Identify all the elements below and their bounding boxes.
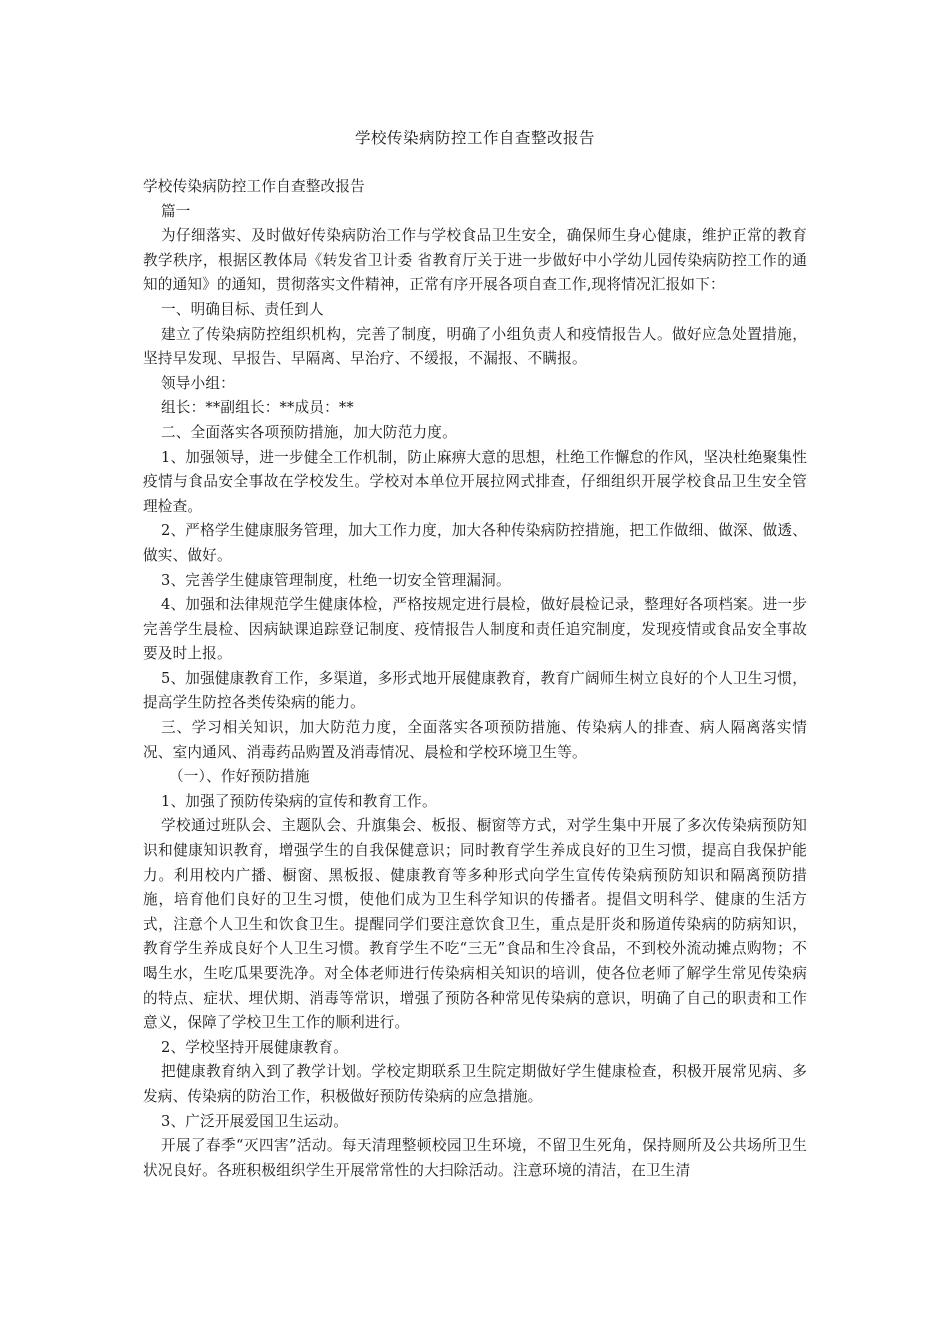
section-heading: 二、全面落实各项预防措施，加大防范力度。	[161, 423, 457, 441]
paragraph: 1、加强了预防传染病的宣传和教育工作。	[161, 792, 437, 810]
paragraph: 3、完善学生健康管理制度，杜绝一切安全管理漏洞。	[161, 571, 511, 589]
paragraph: 3、广泛开展爱国卫生运动。	[161, 1112, 349, 1130]
paragraph: 组长：**副组长：**成员：**	[161, 399, 354, 417]
paragraph: 2、学校坚持开展健康教育。	[161, 1038, 349, 1056]
paragraph: 把健康教育纳入到了教学计划。学校定期联系卫生院定期做好学生健康检查，积极开展常见病、多发病、传染病的防治工作，积极做好预防传染病的应急措施。	[143, 1063, 807, 1105]
paragraph: 4、加强和法律规范学生健康体检，严格按规定进行晨检，做好晨检记录，整理好各项档案。进一步完善学生晨检、因病缺课追踪登记制度、疫情报告人制度和责任追究制度，发现疫情或食品安全事故要及时上报。	[143, 596, 807, 663]
paragraph: 开展了春季“灭四害”活动。每天清理整顿校园卫生环境，不留卫生死角，保持厕所及公共场所卫生状况良好。各班积极组织学生开展常常性的大扫除活动。注意环境的清洁，在卫生清	[143, 1137, 807, 1179]
document-body	[143, 175, 807, 1183]
section-heading: 三、学习相关知识，加大防范力度，全面落实各项预防措施、传染病人的排查、病人隔离落实情况、室内通风、消毒药品购置及消毒情况、晨检和学校环境卫生等。	[143, 719, 807, 761]
section-heading: 一、明确目标、责任到人	[161, 300, 324, 318]
section-label: 篇一	[161, 202, 191, 220]
body-heading: 学校传染病防控工作自查整改报告	[143, 178, 365, 195]
paragraph: 建立了传染病防控组织机构，完善了制度，明确了小组负责人和疫情报告人。做好应急处置措施，坚持早发现、早报告、早隔离、早治疗、不缓报，不漏报、不瞒报。	[143, 325, 807, 368]
paragraph: 领导小组：	[161, 374, 235, 392]
paragraph: 2、严格学生健康服务管理，加大工作力度，加大各种传染病防控措施，把工作做细、做深、做透、做实、做好。	[143, 522, 807, 564]
paragraph: 1、加强领导，进一步健全工作机制，防止麻痹大意的思想，杜绝工作懈怠的作风，坚决杜绝聚集性疫情与食品安全事故在学校发生。学校对本单位开展拉网式排查，仔细组织开展学校食品卫生安全管理检查。	[143, 448, 807, 515]
paragraph: 为仔细落实、及时做好传染病防治工作与学校食品卫生安全，确保师生身心健康，维护正常的教育教学秩序，根据区教体局《转发省卫计委 省教育厅关于进一步做好中小学幼儿园传染病防控工作的通知的通知》的通知，贯彻落实文件精神，正常有序开展各项自查工作,现将情况汇报如下：	[143, 227, 807, 294]
subsection-heading: （一）、作好预防措施	[169, 768, 310, 786]
paragraph: 学校通过班队会、主题队会、升旗集会、板报、橱窗等方式，对学生集中开展了多次传染病预防知识和健康知识教育，增强学生的自我保健意识；同时教育学生养成良好的卫生习惯，提高自我保护能力。利用校内广播、橱窗、黑板报、健康教育等多种形式向学生宣传传染病预防知识和隔离预防措施，培育他们良好的卫生习惯，使他们成为卫生科学知识的传播者。提倡文明科学、健康的生活方式，注意个人卫生和饮食卫生。提醒同学们要注意饮食卫生，重点是肝炎和肠道传染病的防病知识，教育学生养成良好个人卫生习惯。教育学生不吃“三无”食品和生冷食品，不到校外流动摊点购物；不喝生水，生吃瓜果要洗净。对全体老师进行传染病相关知识的培训，使各位老师了解学生常见传染病的特点、症状、埋伏期、消毒等常识，增强了预防各种常见传染病的意识，明确了自己的职责和工作意义，保障了学校卫生工作的顺利进行。	[143, 817, 807, 1032]
paragraph: 5、加强健康教育工作，多渠道，多形式地开展健康教育，教育广阔师生树立良好的个人卫生习惯，提高学生防控各类传染病的能力。	[143, 669, 807, 712]
document-title: 学校传染病防控工作自查整改报告	[354, 129, 595, 147]
